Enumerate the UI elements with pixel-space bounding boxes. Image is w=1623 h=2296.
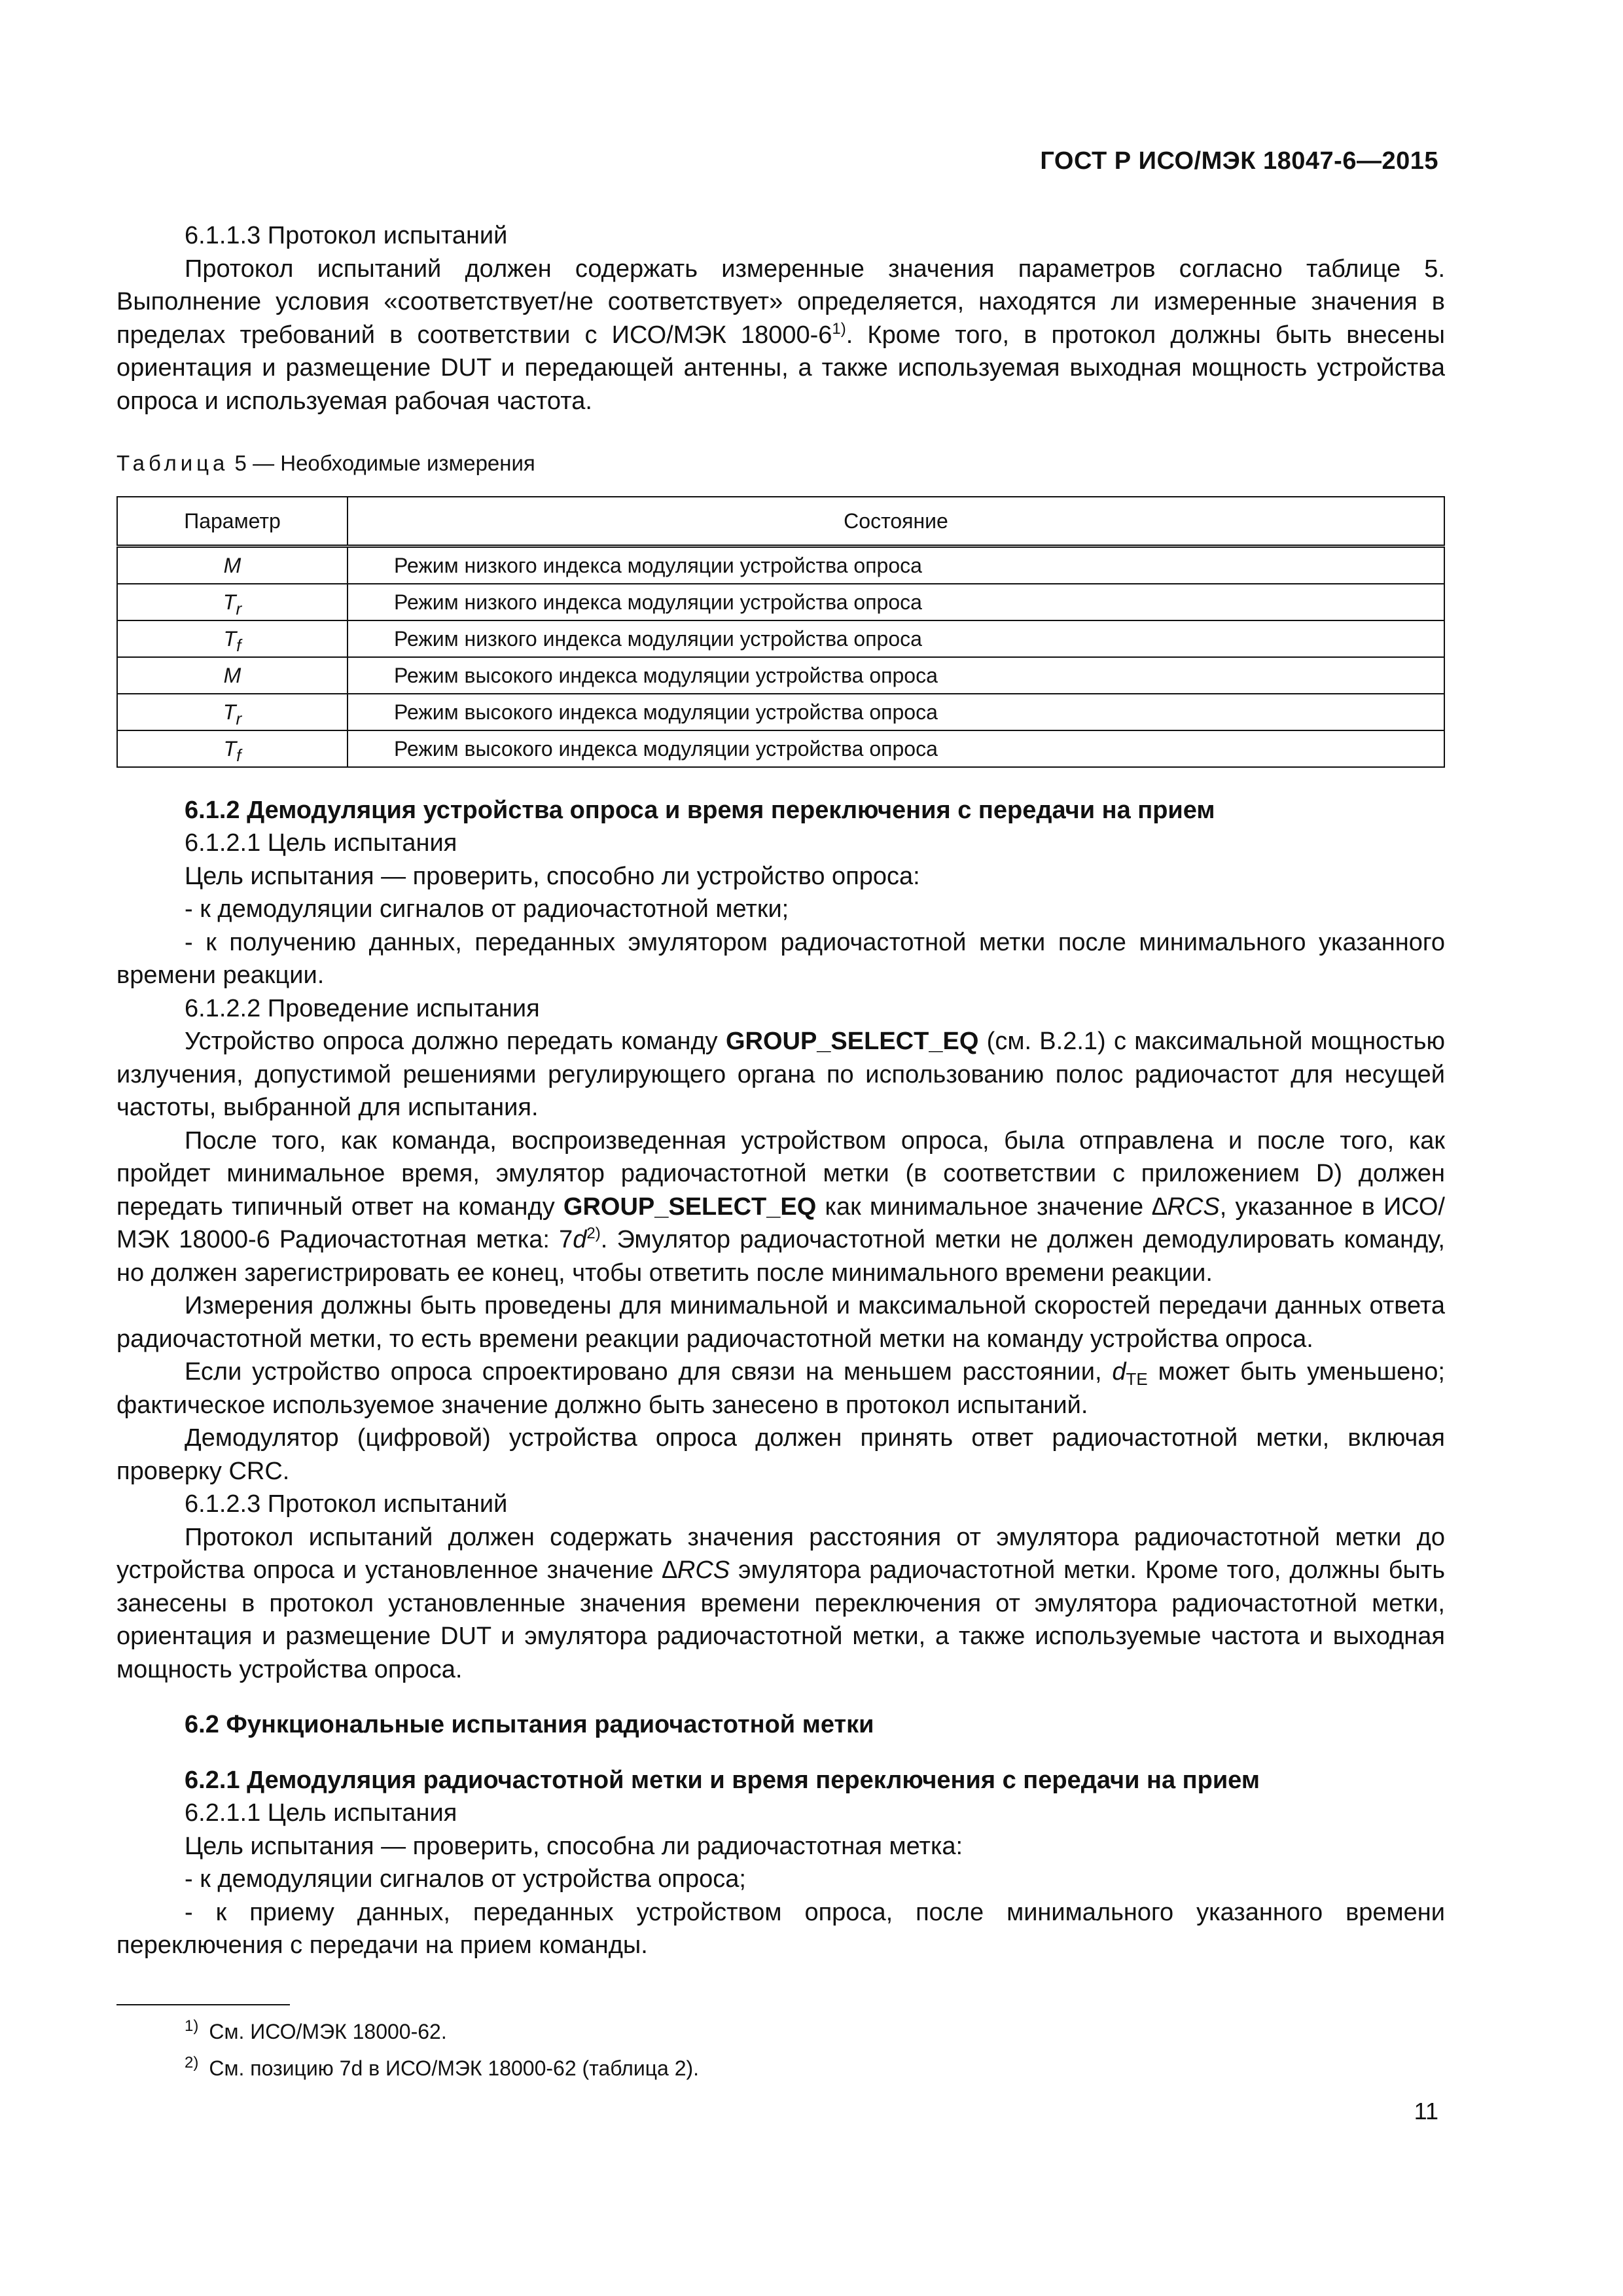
table-row (117, 694, 1444, 730)
list-item: - к демодуляции сигналов от устройства опроса; (185, 1865, 746, 1893)
footnote-separator (116, 2004, 290, 2005)
footnote: $^{2)}$ См. позицию 7d в ИСО/МЭК 18000-62 (таблица 2). (185, 2054, 700, 2080)
symbol: ∆RCS (662, 1556, 730, 1584)
parameter-cell: $T_f$ (117, 620, 348, 657)
symbol: ∆RCS (1152, 1193, 1220, 1221)
table-body (117, 546, 1444, 767)
table-row (117, 730, 1444, 767)
parameter-cell: $T_r$ (117, 584, 348, 620)
table-caption: Таблица 5 — Необходимые измерения (116, 451, 535, 475)
column-header-parameter: Параметр (117, 497, 348, 547)
paragraph: Измерения должны быть проведены для минимальной и максимальной скоростей передачи данных ответа радиочастотной метки, то есть времени реакции радиочастотной метки на команду устройства опроса. (116, 1292, 1445, 1353)
paragraph: После того, как команда, воспроизведенная устройством опроса, была отправлена и после того, как пройдет минимальное время, эмулятор радиочастотной метки (в соответствии с приложением D) должен передать типичный ответ на команду GROUP_SELECT_EQ как минимальное значение ∆RCS, указанное в ИСО/МЭК 18000-6 Радиочастотная метка: $7d^{2)}$. Эмулятор радиочастотной метки не должен демодулировать команду, но должен зарегистрировать ее конец, чтобы ответить после минимального времени реакции. (116, 1126, 1445, 1287)
state-cell: Режим низкого индекса модуляции устройства опроса (348, 620, 1444, 657)
section-heading: 6.1.2 Демодуляция устройства опроса и время переключения с передачи на прием (185, 796, 1215, 824)
parameter-cell: $T_r$ (117, 694, 348, 730)
section-heading: 6.2 Функциональные испытания радиочастотной метки (185, 1711, 874, 1738)
command-name: GROUP_SELECT_EQ (725, 1028, 979, 1055)
section-heading: 6.1.2.3 Протокол испытаний (185, 1490, 508, 1518)
parameter-cell: $T_f$ (117, 730, 348, 767)
footnote-ref: 2) (586, 1225, 601, 1242)
paragraph: Демодулятор (цифровой) устройства опроса должен принять ответ радиочастотной метки, включая проверку CRC. (116, 1424, 1445, 1485)
section-heading: 6.2.1 Демодуляция радиочастотной метки и время переключения с передачи на прием (185, 1766, 1260, 1794)
command-name: GROUP_SELECT_EQ (563, 1193, 817, 1221)
section-heading: 6.1.2.1 Цель испытания (185, 829, 457, 857)
state-cell: Режим низкого индекса модуляции устройства опроса (348, 584, 1444, 620)
column-header-state: Состояние (348, 497, 1444, 547)
table-row (117, 584, 1444, 620)
footnotes (185, 2013, 699, 2087)
paragraph: Устройство опроса должно передать команду GROUP_SELECT_EQ (см. В.2.1) с максимальной мощностью излучения, допустимой решениями регулирующего органа по использованию полос радиочастот для несущей частоты, выбранной для испытания. (116, 1028, 1445, 1121)
state-cell: Режим высокого индекса модуляции устройства опроса (348, 694, 1444, 730)
state-cell: Режим высокого индекса модуляции устройства опроса (348, 657, 1444, 694)
document-body (116, 219, 1445, 1962)
footnote-ref: 1) (832, 319, 846, 338)
parameter-cell: M (117, 657, 348, 694)
paragraph: Цель испытания — проверить, способна ли радиочастотная метка: (185, 1832, 963, 1860)
symbol: d (1112, 1358, 1126, 1386)
paragraph: Если устройство опроса спроектировано для связи на меньшем расстоянии, $d_{TE}$ может быть уменьшено; фактическое используемое значение должно быть занесено в протокол испытаний. (116, 1358, 1445, 1419)
section-heading: 6.1.2.2 Проведение испытания (185, 994, 540, 1022)
list-item: - к приему данных, переданных устройством опроса, после минимального указанного времени переключения с передачи на прием команды. (116, 1898, 1445, 1959)
page-number: 11 (1414, 2098, 1438, 2125)
list-item: - к получению данных, переданных эмулятором радиочастотной метки после минимального указанного времени реакции. (116, 928, 1445, 989)
state-cell: Режим низкого индекса модуляции устройства опроса (348, 546, 1444, 584)
state-cell: Режим высокого индекса модуляции устройства опроса (348, 730, 1444, 767)
list-item: - к демодуляции сигналов от радиочастотной метки; (185, 895, 789, 923)
table-row (117, 657, 1444, 694)
paragraph: Протокол испытаний должен содержать измеренные значения параметров согласно таблице 5. Выполнение условия «соответствует/не соответствует» определяется, находятся ли измеренные значения в пределах требований в соответствии с ИСО/МЭК 18000-6$^{1)}$. Кроме того, в протокол должны быть внесены ориентация и размещение DUT и передающей антенны, а также используемая выходная мощность устройства опроса и используемая рабочая частота. (116, 255, 1445, 415)
table-row (117, 546, 1444, 584)
table-row (117, 620, 1444, 657)
paragraph: Протокол испытаний должен содержать значения расстояния от эмулятора радиочастотной метки до устройства опроса и установленное значение ∆RCS эмулятора радиочастотной метки. Кроме того, должны быть занесены в протокол установленные значения времени переключения от эмулятора радиочастотной метки, ориентация и размещение DUT и эмулятора радиочастотной метки, а также используемые частота и выходная мощность устройства опроса. (116, 1523, 1446, 1683)
footnote: $^{1)}$ См. ИСО/МЭК 18000-62. (185, 2017, 447, 2043)
document-header: ГОСТ Р ИСО/МЭК 18047-6—2015 (1040, 147, 1438, 175)
paragraph: Цель испытания — проверить, способно ли устройство опроса: (185, 862, 920, 890)
measurements-table (116, 496, 1445, 768)
section-heading: 6.2.1.1 Цель испытания (185, 1799, 457, 1827)
section-heading: 6.1.1.3 Протокол испытаний (185, 222, 508, 249)
parameter-cell: M (117, 546, 348, 584)
